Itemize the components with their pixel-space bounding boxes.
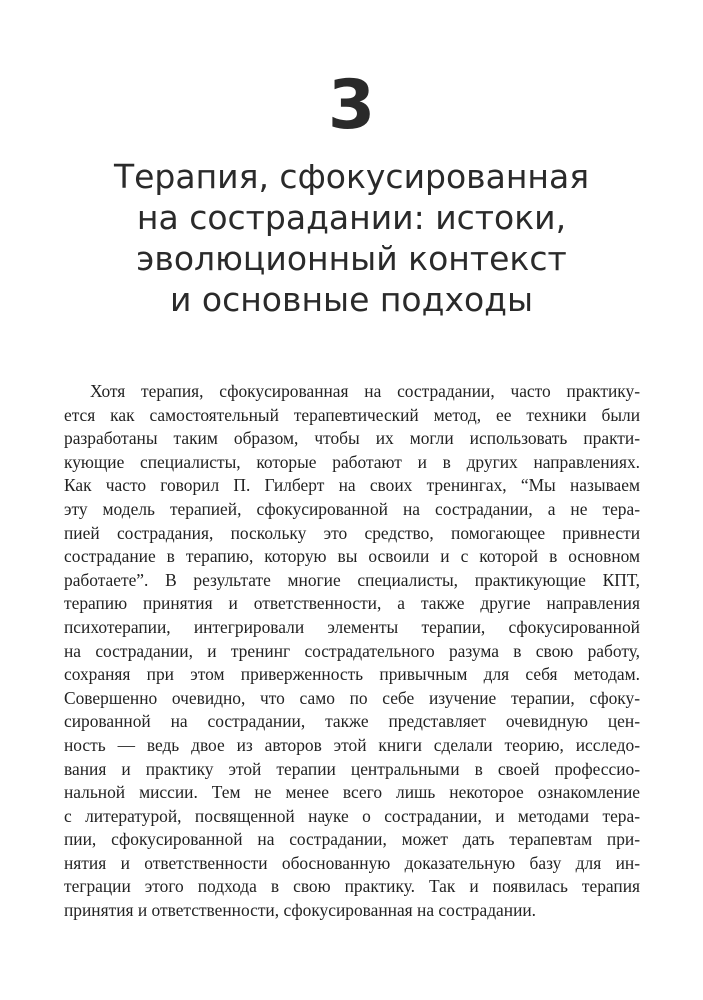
body-paragraph	[64, 380, 640, 923]
paragraph-line: разработаны таким образом, чтобы их могли использовать практи-	[64, 428, 640, 449]
paragraph-line: вания и практику этой терапии центральными в своей профессио-	[64, 758, 640, 779]
paragraph-line: эту модель терапией, сфокусированной на сострадании, а не тера-	[64, 498, 640, 519]
paragraph-line: сострадание в терапию, которую вы освоили и с которой в основном	[64, 546, 640, 567]
paragraph-line: Как часто говорил П. Гилберт на своих тренингах, “Мы называем	[64, 475, 640, 496]
paragraph-line: пии, сфокусированной на сострадании, может дать терапевтам при-	[64, 829, 640, 850]
paragraph-line: нятия и ответственности обоснованную доказательную базу для ин-	[64, 852, 640, 873]
paragraph-line: Хотя терапия, сфокусированная на сострадании, часто практику-	[90, 381, 640, 401]
paragraph-line: сированной на сострадании, также представляет очевидную цен-	[64, 711, 640, 732]
paragraph-line: на сострадании, и тренинг сострадательного разума в свою работу,	[64, 640, 640, 661]
paragraph-line: сохраняя при этом приверженность привычным для себя методам.	[64, 664, 640, 685]
paragraph-line: нальной миссии. Тем не менее всего лишь некоторое ознакомление	[64, 782, 640, 803]
paragraph-line: работаете”. В результате многие специалисты, практикующие КПТ,	[64, 569, 640, 590]
chapter-number: 3	[327, 66, 376, 145]
paragraph-line: Совершенно очевидно, что само по себе изучение терапии, сфоку-	[64, 687, 640, 708]
chapter-title-line: Терапия, сфокусированная	[113, 157, 590, 196]
paragraph-line: теграции этого подхода в свою практику. Так и появилась терапия	[64, 876, 640, 897]
paragraph-line: ность — ведь двое из авторов этой книги сделали теорию, исследо-	[64, 734, 640, 755]
chapter-title-line: и основные подходы	[169, 280, 534, 319]
chapter-title	[60, 156, 643, 320]
paragraph-line: с литературой, посвященной науке о сострадании, и методами тера-	[64, 805, 640, 826]
chapter-title-line: на сострадании: истоки,	[136, 198, 567, 237]
chapter-title-line: эволюционный контекст	[136, 239, 567, 278]
paragraph-line: терапию принятия и ответственности, а также другие направления	[64, 593, 640, 614]
paragraph-line: пией сострадания, поскольку это средство, помогающее привнести	[64, 522, 640, 543]
paragraph-line: принятия и ответственности, сфокусированная на сострадании.	[64, 900, 537, 921]
paragraph-line: психотерапии, интегрировали элементы терапии, сфокусированной	[64, 616, 640, 637]
paragraph-line: ется как самостоятельный терапевтический метод, ее техники были	[64, 404, 640, 425]
paragraph-line: кующие специалисты, которые работают и в других направлениях.	[64, 451, 640, 472]
